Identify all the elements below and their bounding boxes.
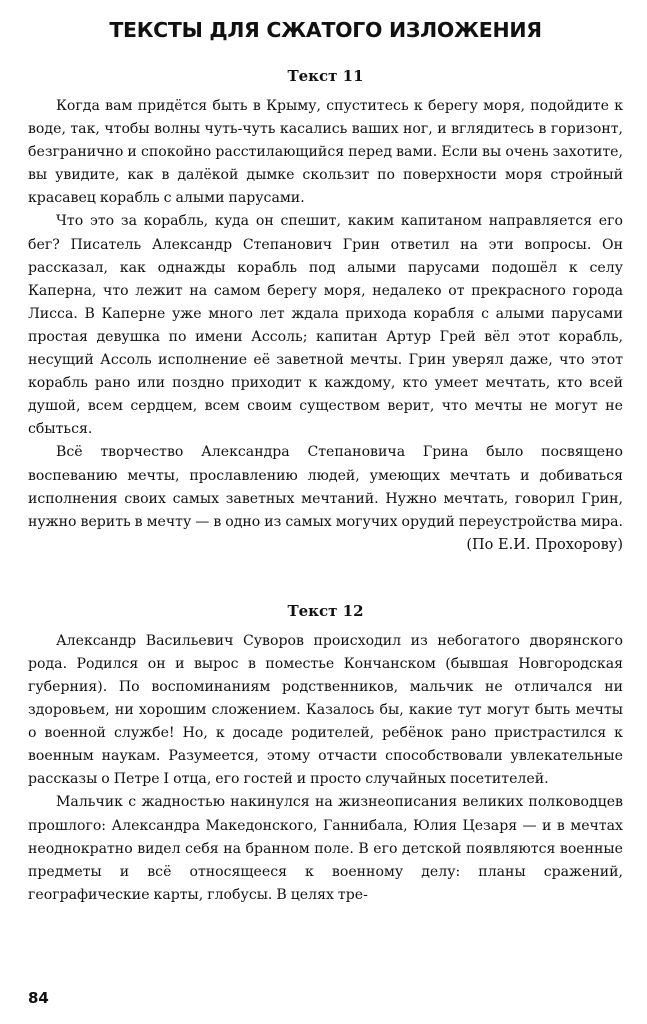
section-gap	[28, 557, 623, 601]
text-11-title: Текст 11	[287, 67, 364, 85]
text-11-section	[28, 66, 623, 557]
paragraph: Когда вам придётся быть в Крыму, спуститесь к берегу моря, подойдите к воде, так, чтобы волны чуть-чуть касались ваших ног, и вглядитесь в горизонт, безгранично и спокойно расстилающийся перед вами. Если вы очень захотите, вы увидите, как в далёкой дымке скользит по поверхности моря стройный красавец корабль с алыми парусами.	[28, 98, 623, 207]
paragraph: Александр Васильевич Суворов происходил из небогатого дворянского рода. Родился он и вырос в поместье Кончанском (бывшая Новгородская губерния). По воспоминаниям родственников, мальчик не отличался ни здоровьем, ни хорошим сложением. Казалось бы, какие тут могут быть мечты о военной службе! Но, к досаде родителей, ребёнок рано пристрастился к военным наукам. Разумеется, этому отчасти способствовали увлекательные рассказы о Петре I отца, его гостей и просто случайных посетителей.	[28, 632, 623, 788]
paragraph: Мальчик с жадностью накинулся на жизнеописания великих полководцев прошлого: Александра Македонского, Ганнибала, Юлия Цезаря — и в мечтах неоднократно видел себя на бранном поле. В его детской появляются военные предметы и всё относящееся к военному делу: планы сражений, географические карты, глобусы. В целях тре-	[28, 794, 623, 903]
page-title: ТЕКСТЫ ДЛЯ СЖАТОГО ИЗЛОЖЕНИЯ	[109, 18, 542, 42]
paragraph: Что это за корабль, куда он спешит, каким капитаном направляется его бег? Писатель Александр Степанович Грин ответил на эти вопросы. Он рассказал, как однажды корабль под алыми парусами подошёл к селу Каперна, что лежит на самом берегу моря, недалеко от прекрасного города Лисса. В Каперне уже много лет ждала прихода корабля с алыми парусами простая девушка по имени Ассоль; капитан Артур Грей вёл этот корабль, несущий Ассоль исполнение её заветной мечты. Грин уверял даже, что этот корабль рано или поздно приходит к каждому, кто умеет мечтать, кто всей душой, всем сердцем, всем своим существом верит, что мечты не могут не сбыться.	[28, 213, 623, 438]
text-12-section	[28, 601, 623, 907]
paragraph: Всё творчество Александра Степановича Грина было посвящено воспеванию мечты, прославлению людей, умеющих мечтать и добиваться исполнения своих самых заветных мечтаний. Нужно мечтать, говорил Грин, нужно верить в мечту — в одно из самых могучих орудий переустройства мира.	[28, 444, 623, 530]
page-number: 84	[28, 989, 49, 1007]
text-12-title: Текст 12	[287, 601, 364, 620]
text-12-body	[28, 630, 623, 907]
text-11-body	[28, 95, 623, 534]
text-11-attribution: (По Е.И. Прохорову)	[466, 536, 623, 553]
